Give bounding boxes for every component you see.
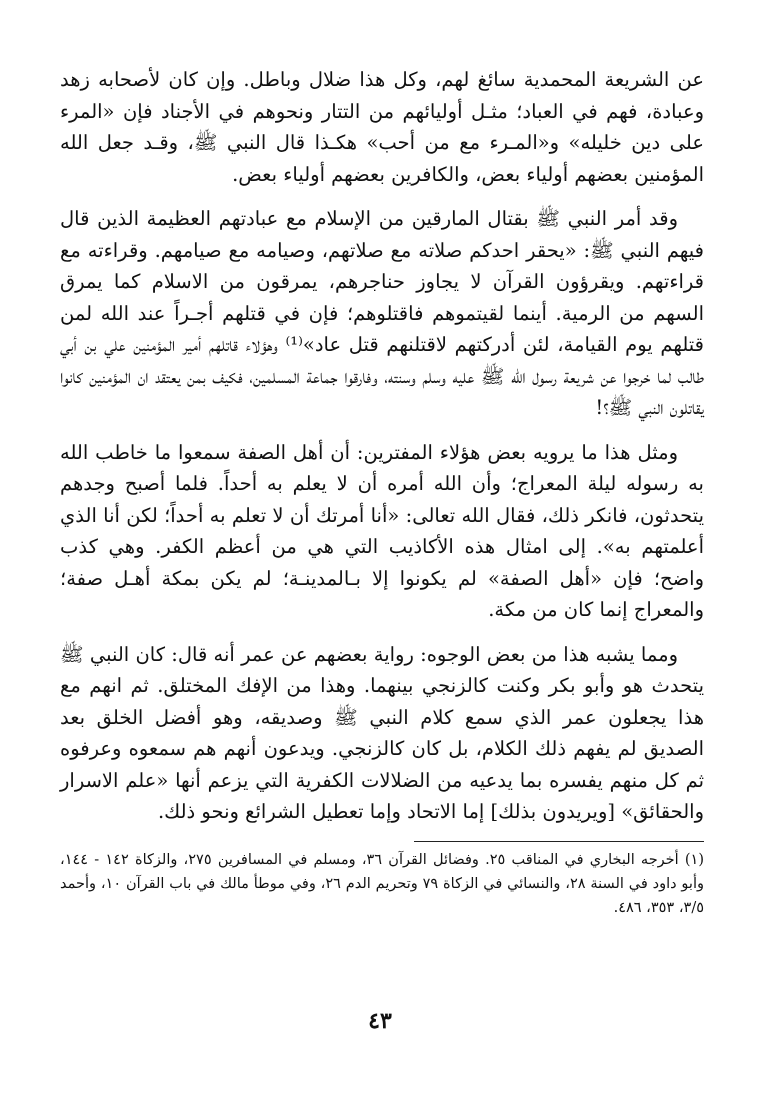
- paragraph-4: ومما يشبه هذا من بعض الوجوه: رواية بعضهم عن عمر أنه قال: كان النبي ﷺ يتحدث هو وأبو بكر وكنت كالزنجي بينهما. وهذا من الإفك المختلق. ثم انهم مع هذا يجعلون عمر الذي سمع كلام النبي ﷺ وصديقه، وهو أفضل الخلق بعد الصديق لم يفهم ذلك الكلام، بل كان كالزنجي. ويدعون أنهم هم سمعوه وعرفوه ثم كل منهم يفسره بما يدعيه من الضلالات الكفرية التي يزعم أنها «علم الاسرار والحقائق» [ويريدون بذلك] إما الاتحاد وإما تعطيل الشرائع ونحو ذلك.: [60, 642, 704, 823]
- paragraph-2: وقد أمر النبي ﷺ بقتال المارقين من الإسلام مع عبادتهم العظيمة الذين قال فيهم النبي ﷺ: «يحقر احدكم صلاته مع صلاتهم، وصيامه مع صيامهم. وقراءته مع قراءتهم. ويقرؤون القرآن لا يجاوز حناجرهم، يمرقون من الاسلام كما يمرق السهم من الرمية. أينما لقيتموهم فاقتلوهم؛ فإن في قتلهم أجـراً عند الله لمن قتلهم يوم القيامة، لئن أدركتهم لاقتلنهم قتل عاد»⁽¹⁾ وهؤلاء قاتلهم أمير المؤمنين علي بن أبي طالب لما خرجوا عن شريعة رسول الله ﷺ عليه وسلم وسنته، وفارقوا جماعة المسلمين، فكيف بمن يعتقد ان المؤمنين كانوا يقاتلون النبي ﷺ؟!: [60, 207, 704, 419]
- body-text: [60, 64, 704, 828]
- footnote-divider: [414, 841, 704, 842]
- footnote-1: (١) أخرجه البخاري في المناقب ٢٥. وفضائل القرآن ٣٦، ومسلم في المسافرين ٢٧٥، والزكاة ١٤٢ - ١٤٤، وأبو داود في السنة ٢٨، والنسائي في الزكاة ٧٩ وتحريم الدم ٢٦، وفي موطأ مالك في باب القرآن ١٠، وأحمد ٣/٥، ٣٥٣، ٤٨٦.: [60, 851, 705, 916]
- paragraph-3: ومثل هذا ما يرويه بعض هؤلاء المفترين: أن أهل الصفة سمعوا ما خاطب الله به رسوله ليلة المعراج؛ وأن الله أمره أن لا يعلم به أحداً. فلما أصبح وجدهم يتحدثون، فانكر ذلك، فقال الله تعالى: «أنا أمرتك أن لا تعلم به أحداً؛ لكن أنا الذي أعلمتهم به». إلى امثال هذه الأكاذيب التي هي من أعظم الكفر. وهي كذب واضح؛ فإن «أهل الصفة» لم يكونوا إلا بـالمدينـة؛ لم يكن بمكة أهـل صفة؛ والمعراج إنما كان من مكة.: [60, 440, 704, 621]
- page-number: ٤٣: [368, 1008, 392, 1034]
- book-page: [60, 64, 704, 1084]
- footnotes: [60, 848, 704, 920]
- paragraph-1: عن الشريعة المحمدية سائغ لهم، وكل هذا ضلال وباطل. وإن كان لأصحابه زهد وعبادة، فهم في العباد؛ مثـل أوليائهم من التتار ونحوهم في الأجناد فإن «المرء على دين خليله» و«المـرء مع من أحب» هكـذا قال النبي ﷺ، وقـد جعل الله المؤمنين بعضهم أولياء بعض، والكافرين بعضهم أولياء بعض.: [60, 68, 704, 186]
